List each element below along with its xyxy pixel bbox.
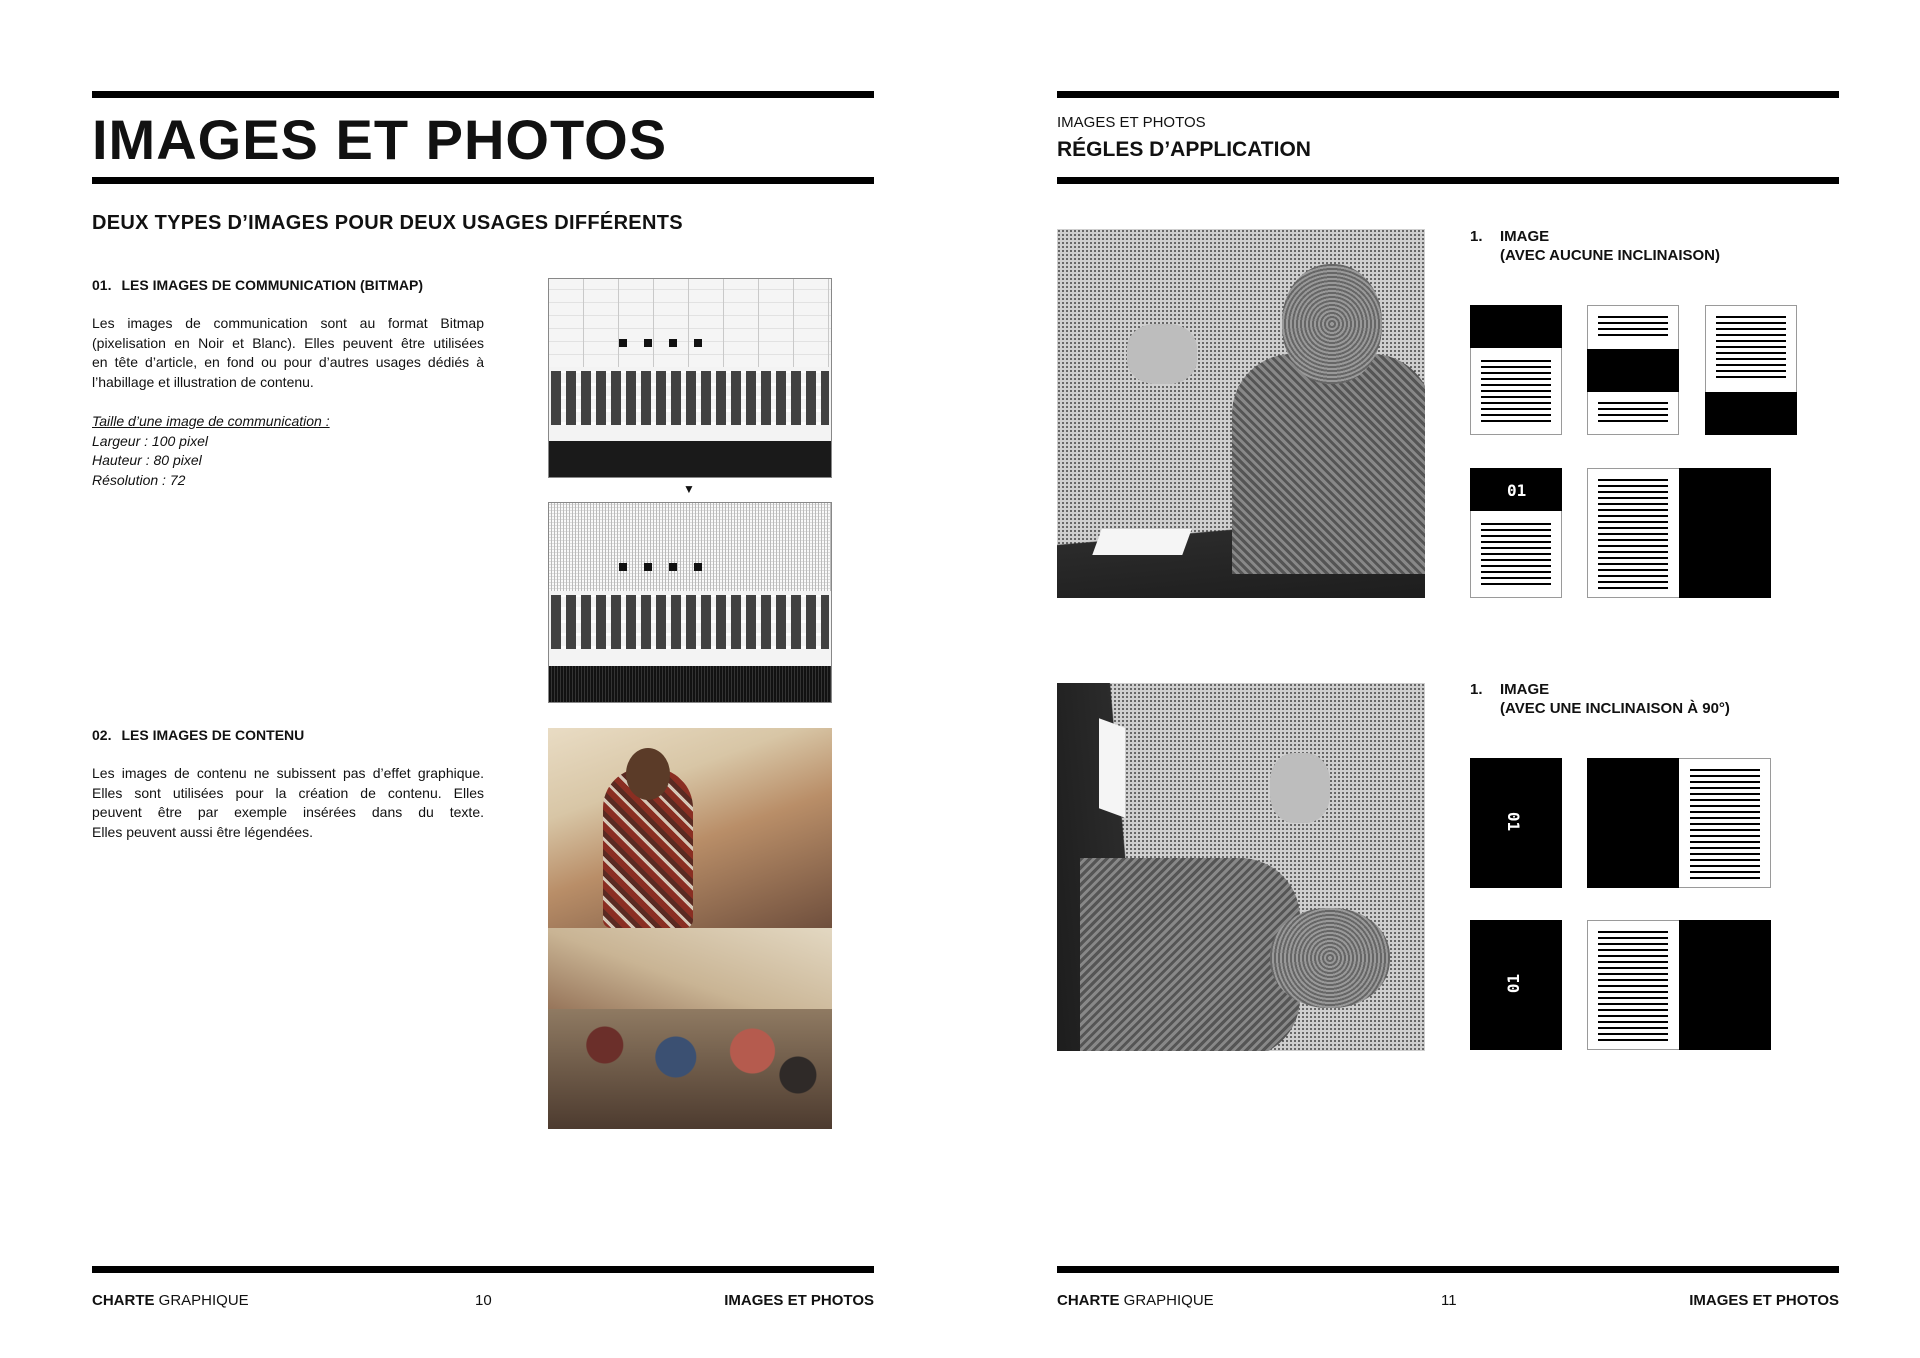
- spec-height: Hauteur : 80 pixel: [92, 452, 202, 468]
- right-footer-brand: CHARTE GRAPHIQUE: [1057, 1292, 1214, 1309]
- rule2-subheading: (AVEC UNE INCLINAISON À 90°): [1500, 700, 1730, 717]
- section2-body-line: Elles peuvent aussi être légendées.: [92, 823, 314, 840]
- left-page-number: 10: [475, 1292, 492, 1309]
- bitmap-image-original: [548, 278, 832, 478]
- spec-title: Taille d’une image de communication :: [92, 413, 330, 429]
- section2-title: LES IMAGES DE CONTENU: [121, 727, 305, 743]
- layout-rotated-image-right: [1587, 920, 1771, 1050]
- section2-heading: [92, 726, 304, 744]
- section1-body-line: en tête d’article, en fond ou pour d’autres usages dédiés à: [92, 354, 484, 370]
- right-page-number: 11: [1441, 1292, 1457, 1309]
- section1-number: 01.: [92, 277, 112, 293]
- section1-body: [92, 314, 484, 392]
- section1-heading: [92, 276, 423, 294]
- section1-spec: [92, 412, 330, 490]
- section1-body-line: Les images de communication sont au format Bitmap: [92, 315, 484, 331]
- section2-body: [92, 764, 484, 842]
- section1-title: LES IMAGES DE COMMUNICATION (BITMAP): [121, 277, 423, 293]
- layout-text-left-image-right: [1587, 468, 1771, 598]
- rule1-subheading: (AVEC AUCUNE INCLINAISON): [1500, 247, 1720, 264]
- spec-resolution: Résolution : 72: [92, 471, 186, 488]
- section2-body-line: peuvent être par exemple insérées dans du texte.: [92, 804, 484, 820]
- layout-image-bottom: [1705, 305, 1797, 435]
- content-photo-audience: [548, 928, 832, 1129]
- right-top-rule: [1057, 91, 1839, 98]
- right-footer-rule: [1057, 1266, 1839, 1273]
- page-subtitle: DEUX TYPES D’IMAGES POUR DEUX USAGES DIFFÉRENTS: [92, 212, 683, 234]
- section2-body-line: Elles sont utilisées pour la création de contenu. Elles: [92, 784, 484, 801]
- section2-number: 02.: [92, 727, 112, 743]
- layout-image-middle: [1587, 305, 1679, 435]
- rule1-heading: 1. IMAGE: [1470, 228, 1550, 245]
- left-footer-rule: [92, 1266, 874, 1273]
- content-photo-speaker: [548, 728, 832, 928]
- left-top-rule: [92, 91, 874, 98]
- section1-body-line: l’habillage et illustration de contenu.: [92, 373, 314, 390]
- right-title-rule: [1057, 177, 1839, 184]
- left-footer-section: IMAGES ET PHOTOS: [724, 1292, 874, 1309]
- page-title: IMAGES ET PHOTOS: [92, 108, 668, 171]
- halftone-photo-rotated: [1057, 683, 1425, 1051]
- layout-image-top: [1470, 305, 1562, 435]
- layout-rotated-block-b: 01: [1470, 920, 1562, 1050]
- section1-body-line: (pixelisation en Noir et Blanc). Elles peuvent être utilisées: [92, 334, 484, 351]
- left-title-rule: [92, 177, 874, 184]
- right-kicker: IMAGES ET PHOTOS: [1057, 114, 1206, 131]
- layout-rotated-block-a: 01: [1470, 758, 1562, 888]
- right-title: RÉGLES D’APPLICATION: [1057, 138, 1311, 161]
- layout-labeled-top: 01: [1470, 468, 1562, 598]
- bitmap-image-converted: [548, 502, 832, 703]
- right-footer-section: IMAGES ET PHOTOS: [1689, 1292, 1839, 1309]
- section2-body-line: Les images de contenu ne subissent pas d’effet graphique.: [92, 765, 484, 781]
- left-footer-brand: CHARTE GRAPHIQUE: [92, 1292, 249, 1309]
- layout-rotated-image-left: [1587, 758, 1771, 888]
- arrow-down-icon: ▼: [683, 482, 695, 496]
- halftone-photo-upright: [1057, 229, 1425, 598]
- rule2-heading: 1. IMAGE: [1470, 681, 1550, 698]
- spec-width: Largeur : 100 pixel: [92, 432, 208, 449]
